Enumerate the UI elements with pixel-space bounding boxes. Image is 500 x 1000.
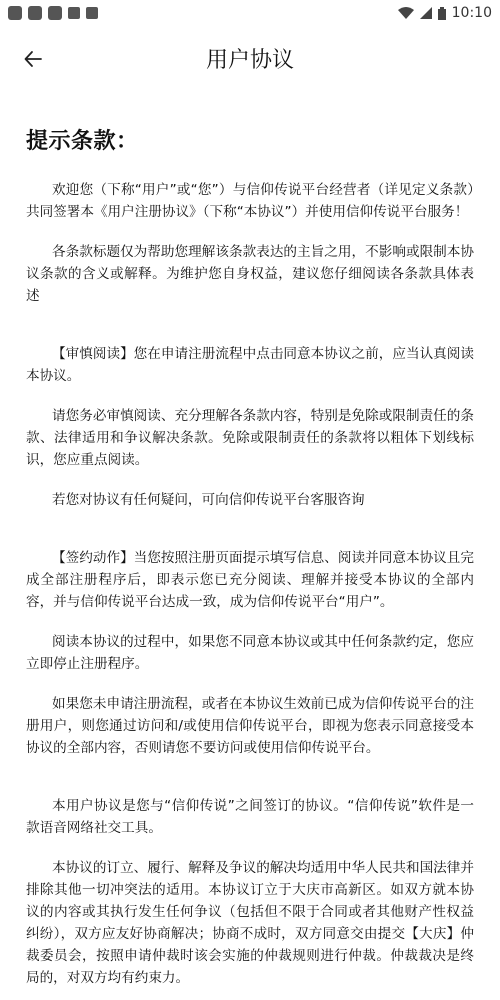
app-notification-icon (8, 6, 22, 20)
battery-icon (438, 7, 446, 20)
paragraph: 请您务必审慎阅读、充分理解各条款内容，特别是免除或限制责任的条款、法律适用和争议解决条款。免除或限制责任的条款将以粗体下划线标识，您应重点阅读。 (26, 408, 474, 468)
clock: 10:10 (451, 5, 492, 21)
wifi-icon (398, 7, 414, 19)
status-right-icons (398, 5, 492, 21)
paragraph: 【签约动作】当您按照注册页面提示填写信息、阅读并同意本协议且完成全部注册程序后，即表示您已充分阅读、理解并接受本协议的全部内容，并与信仰传说平台达成一致，成为信仰传说平台“用户”。 (26, 550, 474, 610)
signal-icon (420, 7, 432, 19)
app-notification-icon (48, 6, 62, 20)
section-heading: 提示条款： (26, 129, 139, 154)
status-bar (0, 0, 500, 26)
status-left-icons (8, 6, 98, 20)
arrow-left-icon[interactable] (18, 44, 48, 74)
agreement-content[interactable] (0, 90, 500, 1000)
paragraph: 若您对协议有任何疑问，可向信仰传说平台客服咨询 (52, 492, 365, 508)
page-title: 用户协议 (205, 47, 294, 73)
paragraph: 阅读本协议的过程中，如果您不同意本协议或其中任何条款约定，您应立即停止注册程序。 (26, 634, 474, 672)
paragraph: 【审慎阅读】您在申请注册流程中点击同意本协议之前，应当认真阅读本协议。 (26, 346, 474, 384)
paragraph: 本协议的订立、履行、解释及争议的解决均适用中华人民共和国法律并排除其他一切冲突法的适用。本协议订立于大庆市高新区。如双方就本协议的内容或其执行发生任何争议（包括但不限于合同或者其他财产性权益纠纷），双方应友好协商解决；协商不成时，双方同意交由提交【大庆】仲裁委员会，按照申请仲裁时该会实施的仲裁规则进行仲裁。仲裁裁决是终局的，对双方均有约束力。 (26, 860, 474, 986)
paragraph: 本用户协议是您与“信仰传说”之间签订的协议。“信仰传说”软件是一款语音网络社交工具。 (26, 798, 474, 836)
paragraph: 各条款标题仅为帮助您理解该条款表达的主旨之用，不影响或限制本协议条款的含义或解释。为维护您自身权益，建议您仔细阅读各条款具体表述 (26, 244, 474, 304)
image-icon (68, 7, 80, 19)
app-bar (0, 26, 500, 90)
paragraph: 如果您未申请注册流程，或者在本协议生效前已成为信仰传说平台的注册用户，则您通过访问和/或使用信仰传说平台，即视为您表示同意接受本协议的全部内容，否则请您不要访问或使用信仰传说平台。 (26, 696, 474, 756)
text-icon (86, 7, 98, 19)
paragraph: 欢迎您（下称“用户”或“您”）与信仰传说平台经营者（详见定义条款）共同签署本《用户注册协议》（下称“本协议”）并使用信仰传说平台服务！ (26, 182, 474, 220)
app-notification-icon (28, 6, 42, 20)
